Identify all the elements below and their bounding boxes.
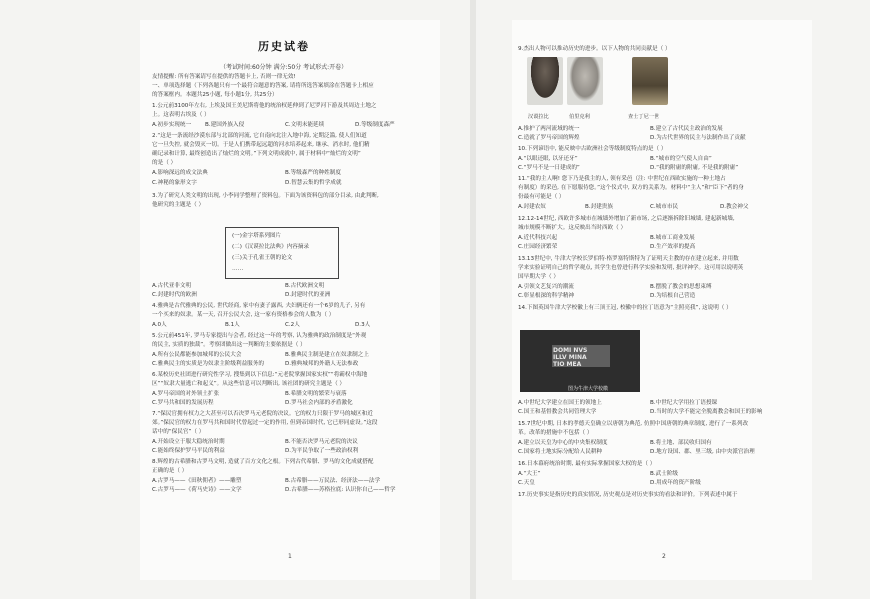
caption-justinian: 查士丁尼一世 <box>628 114 660 120</box>
q14-option-c: C.国王和基督教会共同管理大学 <box>518 409 597 415</box>
question-1: 1.公元前3100年左右, 上埃及国王美尼斯将他的统治权延伸到了尼罗河下游及其周边土地之 <box>152 103 377 109</box>
q5-option-a: A.所有公民都能参加城邦的公民大会 <box>152 352 242 358</box>
question-3-cont: 他研究的主题是（ ） <box>152 202 205 208</box>
exam-meta: （考试时间:60分钟 满分:50分 考试形式:开卷） <box>220 64 348 71</box>
q16-option-b: B.武士阶级 <box>650 471 678 477</box>
notice: 友情提醒: 所有答案请写在提供的答题卡上, 否则一律无效! <box>152 74 296 80</box>
question-10: 10.下列谚语中, 能反映中古欧洲社会等级制度特点的是（ ） <box>518 146 667 152</box>
box-line-4: …… <box>232 266 244 272</box>
question-11-cont2: 份最有可能是（ ） <box>518 194 565 200</box>
q11-option-d: D.教会神父 <box>720 204 749 210</box>
page-title: 历史试卷 <box>258 40 310 53</box>
question-1-cont: 上。这表明古埃及（ ） <box>152 112 210 118</box>
pericles-portrait <box>567 57 603 105</box>
question-11-cont: 有制度）的采邑, 在下愿服侍您。”这个仪式中, 双方的关系为。材料中“主人”和“臣下”者的身 <box>518 185 744 191</box>
question-11: 11.“我的主人啊! 您下乃是我主的人, 领有采邑（注: 中世纪在西欧实施的一种土地占 <box>518 176 726 182</box>
q13-option-a: A.引领文艺复兴的潮流 <box>518 284 574 290</box>
materials-box <box>225 227 339 279</box>
q8-option-b: B.古希腊——万民法、经济法——法学 <box>285 478 381 484</box>
q3-option-a: A.古代亚非文明 <box>152 283 192 289</box>
q14-option-b: B.中世纪大学用拉丁语授课 <box>650 400 718 406</box>
q16-option-d: D.用成年的资产阶级 <box>650 480 701 486</box>
q7-option-a: A.开始设立于服大稳统治时期 <box>152 439 225 445</box>
q12-option-d: D.生产效率的提高 <box>650 244 696 250</box>
q4-option-c: C.2人 <box>285 322 300 328</box>
q1-option-d: D.等级制度森严 <box>355 122 395 128</box>
q13-option-b: B.摆脱了教会的思想束缚 <box>650 284 712 290</box>
q2-option-b: B.等级森严的种姓制度 <box>285 170 341 176</box>
question-13-cont: 学来实验证明自己的哲学观点, 其学生也曾进行科学实验和发明, 批评神学。这可用以说明英 <box>518 265 744 271</box>
question-6: 6.某校历史社团进行研究性学习, 搜集到以下信息:“元老院掌握国家实权”“将霸权中海地 <box>152 372 368 378</box>
q10-option-d: D.“我的附庸的附庸, 不是我的附庸” <box>650 165 739 171</box>
page-fold <box>470 0 476 599</box>
motto-line-1: DOMI NVS <box>553 347 588 354</box>
page-number-2: 2 <box>662 553 666 560</box>
q10-option-c: C.“罗马不是一日建成的” <box>518 165 580 171</box>
q10-option-b: B.“城市的空气使人自由” <box>650 156 712 162</box>
question-3: 3.为了研究人类文明的出现, 小李同学整理了资料包。下面为该资料包的部分目录, 由此判断, <box>152 193 379 199</box>
q11-option-b: B.封建贵族 <box>585 204 613 210</box>
q9-option-b: B.建立了古代民主政治的发展 <box>650 126 723 132</box>
q16-option-c: C.天皇 <box>518 480 535 486</box>
q7-option-b: B.不能否决罗马元老院的决议 <box>285 439 358 445</box>
q9-option-a: A.推护了两河流域的统一 <box>518 126 580 132</box>
q6-option-d: D.罗马社会内部的矛盾激化 <box>285 400 353 406</box>
q3-option-b: B.古代欧洲文明 <box>285 283 325 289</box>
q11-option-a: A.封建农奴 <box>518 204 546 210</box>
q1-option-a: A.初步实现统一 <box>152 122 192 128</box>
q16-option-a: A.“大王” <box>518 471 541 477</box>
q5-option-c: C.雅典民主的实质是为奴隶主阶级利益服务的 <box>152 361 264 367</box>
q1-option-c: C.文明未能延续 <box>285 122 325 128</box>
hammurabi-portrait <box>527 57 563 105</box>
section-heading-cont: 的答案框内。本题共25小题, 每小题1分, 共25分） <box>152 92 278 98</box>
question-7: 7.“保民官拥有权力之大甚至可以否决罗马元老院的决议。它的权力只限于罗马的城区和近 <box>152 411 373 417</box>
q12-option-b: B.城市工商业发展 <box>650 235 695 241</box>
box-line-2: (二)《汉谟拉比法典》内容摘录 <box>232 244 310 250</box>
q2-option-c: C.神秘的象形文字 <box>152 180 197 186</box>
q3-option-c: C.封建时代的欧洲 <box>152 292 197 298</box>
question-8-cont: 正确的是（ ） <box>152 468 188 474</box>
crest-caption: 图为牛津大学校徽 <box>568 386 609 392</box>
question-15: 15.7世纪中期, 日本的孝德天皇确立以唐朝为典范, 仿照中国唐朝的典章制度, 进行了一系列改 <box>518 421 749 427</box>
question-17: 17.历史事实是指历史的真实情况, 历史观点是对历史事实的看法和评价。下列表述中属于 <box>518 492 738 498</box>
q14-option-a: A.中世纪大学建立在国王的领地上 <box>518 400 602 406</box>
question-2-cont2: 确记录和计算, 最终创造出了灿烂的文明。”下列文明成就中, 属于材料中“灿烂的文明” <box>152 151 361 157</box>
q2-option-a: A.影响深远的成文法典 <box>152 170 208 176</box>
question-2-cont: 它一旦失控, 就会毁灭一切。于是人们携带起远超的河水培养起来, 继承、消水时, 他们精 <box>152 142 370 148</box>
q9-option-c: C.造就了罗马帝国的辉煌 <box>518 135 580 141</box>
q7-option-c: C.能始终保护罗马平民的利益 <box>152 448 225 454</box>
question-5: 5.公元前451年, 罗马专家提出与会者, 经过这一年的考察, 认为雅典的政治制度是“外观 <box>152 333 367 339</box>
question-7-cont2: 话中的“保民官”（ ） <box>152 429 205 435</box>
q12-option-a: A.近代科技兴起 <box>518 235 558 241</box>
motto-line-3: TIO MEA <box>553 361 582 368</box>
question-4: 4.雅典是古代雅典的公民, 世代经商, 家中有妻子露西, 夫妇俩还有一个6岁的儿子, 另有 <box>152 303 366 309</box>
justinian-portrait <box>632 57 668 105</box>
question-13-cont2: 国早期大学（ ） <box>518 274 559 280</box>
motto-line-2: ILLV MINA <box>553 354 587 361</box>
q5-option-b: B.雅典民主制是建立在奴隶制之上 <box>285 352 369 358</box>
q13-option-c: C.彰显根深的科学精神 <box>518 293 575 299</box>
question-2: 2.“这是一条流经沙漠东部与北部的河流, 它自南向北注入地中海, 定期泛滥, 使人们知道 <box>152 133 367 139</box>
caption-hammurabi: 汉谟拉比 <box>528 114 549 120</box>
q15-option-d: D.地方设国、郡、里三级, 由中央派官治理 <box>650 449 755 455</box>
question-13: 13.13世纪中, 牛津大学校长罗伯特·格罗塞特斯特为了证明天主教的存在建立起来, 并用数 <box>518 256 739 262</box>
q15-option-a: A.建立以天皇为中心的中央集权制度 <box>518 440 608 446</box>
q1-option-b: B.建国外族入侵 <box>205 122 245 128</box>
q5-option-d: D.雅典城邦的外籍人无法参政 <box>285 361 359 367</box>
question-12-cont: 城市规模不断扩大。这反映出当时西欧（ ） <box>518 225 627 231</box>
q15-option-b: B.将土地、部民收归国有 <box>650 440 712 446</box>
question-8: 8.辉煌的古希腊和古罗马文明, 造就了百方文化之根。下列古代希腊、罗马的文化成就搭配 <box>152 459 374 465</box>
question-4-cont: 一个买来的奴隶。某一天, 召开公民大会, 这一家有资格参会的人数为（ ） <box>152 312 335 318</box>
q11-option-c: C.城市市民 <box>650 204 679 210</box>
q14-option-d: D.当时的大学不能完全脱离教会和国王的影响 <box>650 409 763 415</box>
question-15-cont: 革。改革的措施中不包括（ ） <box>518 430 593 436</box>
caption-pericles: 伯里克利 <box>569 114 590 120</box>
q13-option-d: D.为培根自己营造 <box>650 293 696 299</box>
q4-option-d: D.3人 <box>355 322 371 328</box>
box-line-3: (三)关于孔雀王朝的论文 <box>232 255 293 261</box>
q4-option-b: B.1人 <box>225 322 240 328</box>
page-number-1: 1 <box>288 553 292 560</box>
q8-option-c: C.古罗马——《荷马史诗》——文学 <box>152 487 242 493</box>
q6-option-c: C.罗马共和国的发展历程 <box>152 400 214 406</box>
q9-option-d: D.为古代世界的民主与法制作出了贡献 <box>650 135 746 141</box>
question-9: 9.杰出人物可以推动历史的进步。以下人物的共同贡献是（ ） <box>518 46 671 52</box>
q7-option-d: D.为平民争取了一些政治权利 <box>285 448 359 454</box>
q2-option-d: D.智慧云集的哲学成就 <box>285 180 342 186</box>
q8-option-d: D.古希腊——苏格拉底: 认识你自己——哲学 <box>285 487 396 493</box>
q6-option-b: B.希腊文明的繁荣与衰落 <box>285 391 347 397</box>
q12-option-c: C.庄园经济繁荣 <box>518 244 558 250</box>
oxford-crest-motto <box>553 347 587 368</box>
question-12: 12.12-14世纪, 西欧许多城市在城墙外增加了新市场, 之后逐渐拆除旧城墙, 建起新城墙, <box>518 216 735 222</box>
q15-option-c: C.国家将土地实际分配给人民耕种 <box>518 449 602 455</box>
q6-option-a: A.罗马帝国的对外领土扩张 <box>152 391 220 397</box>
question-6-cont: 区”“奴隶大量逃亡和起义”。从这些信息可以判断出, 该社团的研究主题是（ ） <box>152 381 346 387</box>
q3-option-d: D.封建时代的亚洲 <box>285 292 331 298</box>
q4-option-a: A.0人 <box>152 322 167 328</box>
question-14: 14.下图英国牛津大学校徽上有三顶王冠, 校徽中的拉丁语意为“主照亮我”, 这说明（ ） <box>518 305 732 311</box>
question-7-cont: 郊。”保民官的权力在罗马共和国时代曾起过一定的作用, 但到帝国时代, 它已形同虚设。”这段 <box>152 420 378 426</box>
question-2-cont3: 的是（ ） <box>152 160 177 166</box>
question-16: 16.日本幕府统治时期, 最有实际掌握国家大权的是（ ） <box>518 461 656 467</box>
question-5-cont: 的民主, 实质的独裁”。考察团做出这一判断的主要依据是（ ） <box>152 342 306 348</box>
box-line-1: (一)金字塔系列图片 <box>232 233 282 239</box>
q8-option-a: A.古罗马——《田秋佣者》——雕塑 <box>152 478 242 484</box>
section-heading: 一、单项选择题（下列各题只有一个最符合题意的答案, 请将所选答案填涂在答题卡上相应 <box>152 83 374 89</box>
q10-option-a: A.“以眼还眼, 以牙还牙” <box>518 156 578 162</box>
